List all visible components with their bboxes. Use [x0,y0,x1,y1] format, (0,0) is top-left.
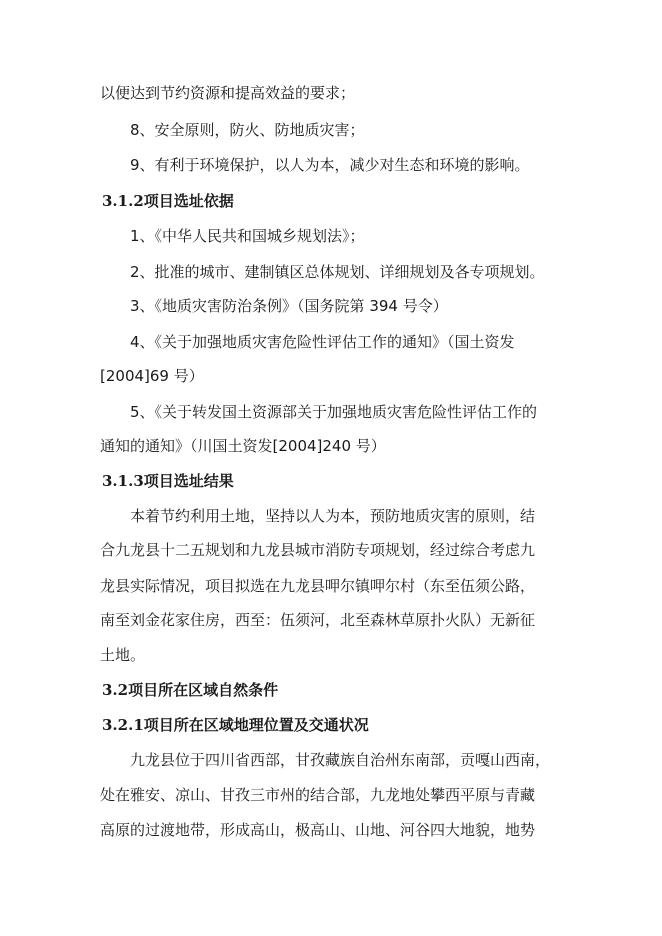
section-heading-3-2: 3.2项目所在区域自然条件 [102,681,279,699]
list-item-4: 4、《关于加强地质灾害危险性评估工作的通知》（国土资发 [130,333,515,351]
list-item-9: 9、有利于环境保护，以人为本，减少对生态和环境的影响。 [130,156,530,174]
list-item-3: 3、《地质灾害防治条例》（国务院第 394 号令） [130,297,448,315]
paragraph-line: 九龙县位于四川省西部，甘孜藏族自治州东南部，贡嘎山西南， [130,751,551,769]
paragraph-line: 处在雅安、凉山、甘孜三市州的结合部，九龙地处攀西平原与青藏 [100,786,536,804]
list-item-8: 8、安全原则，防火、防地质灾害； [130,121,365,139]
list-item-4-continuation: [2004]69 号） [100,367,204,385]
section-heading-3-2-1: 3.2.1项目所在区域地理位置及交通状况 [102,716,369,734]
section-heading-3-1-3: 3.1.3项目选址结果 [102,472,234,490]
list-item-2: 2、批准的城市、建制镇区总体规划、详细规划及各专项规划。 [130,263,545,281]
paragraph-line: 龙县实际情况，项目拟选在九龙县呷尔镇呷尔村（东至伍须公路， [100,577,536,595]
paragraph-line: 土地。 [100,646,146,664]
list-item-5: 5、《关于转发国土资源部关于加强地质灾害危险性评估工作的 [130,403,538,421]
paragraph-line: 本着节约利用土地，坚持以人为本，预防地质灾害的原则，结 [130,507,536,525]
paragraph-line: 高原的过渡地带，形成高山，极高山、山地、河谷四大地貌，地势 [100,821,536,839]
section-heading-3-1-2: 3.1.2项目选址依据 [102,192,234,210]
paragraph-line: 合九龙县十二五规划和九龙县城市消防专项规划，经过综合考虑九 [100,541,536,559]
list-item-1: 1、《中华人民共和国城乡规划法》； [130,227,365,245]
paragraph-line: 南至刘金花家住房，西至：伍须河，北至森林草原扑火队）无新征 [100,611,536,629]
list-item-5-continuation: 通知的通知》（川国土资发[2004]240 号） [100,437,386,455]
paragraph-line-continuation: 以便达到节约资源和提高效益的要求； [100,84,356,102]
